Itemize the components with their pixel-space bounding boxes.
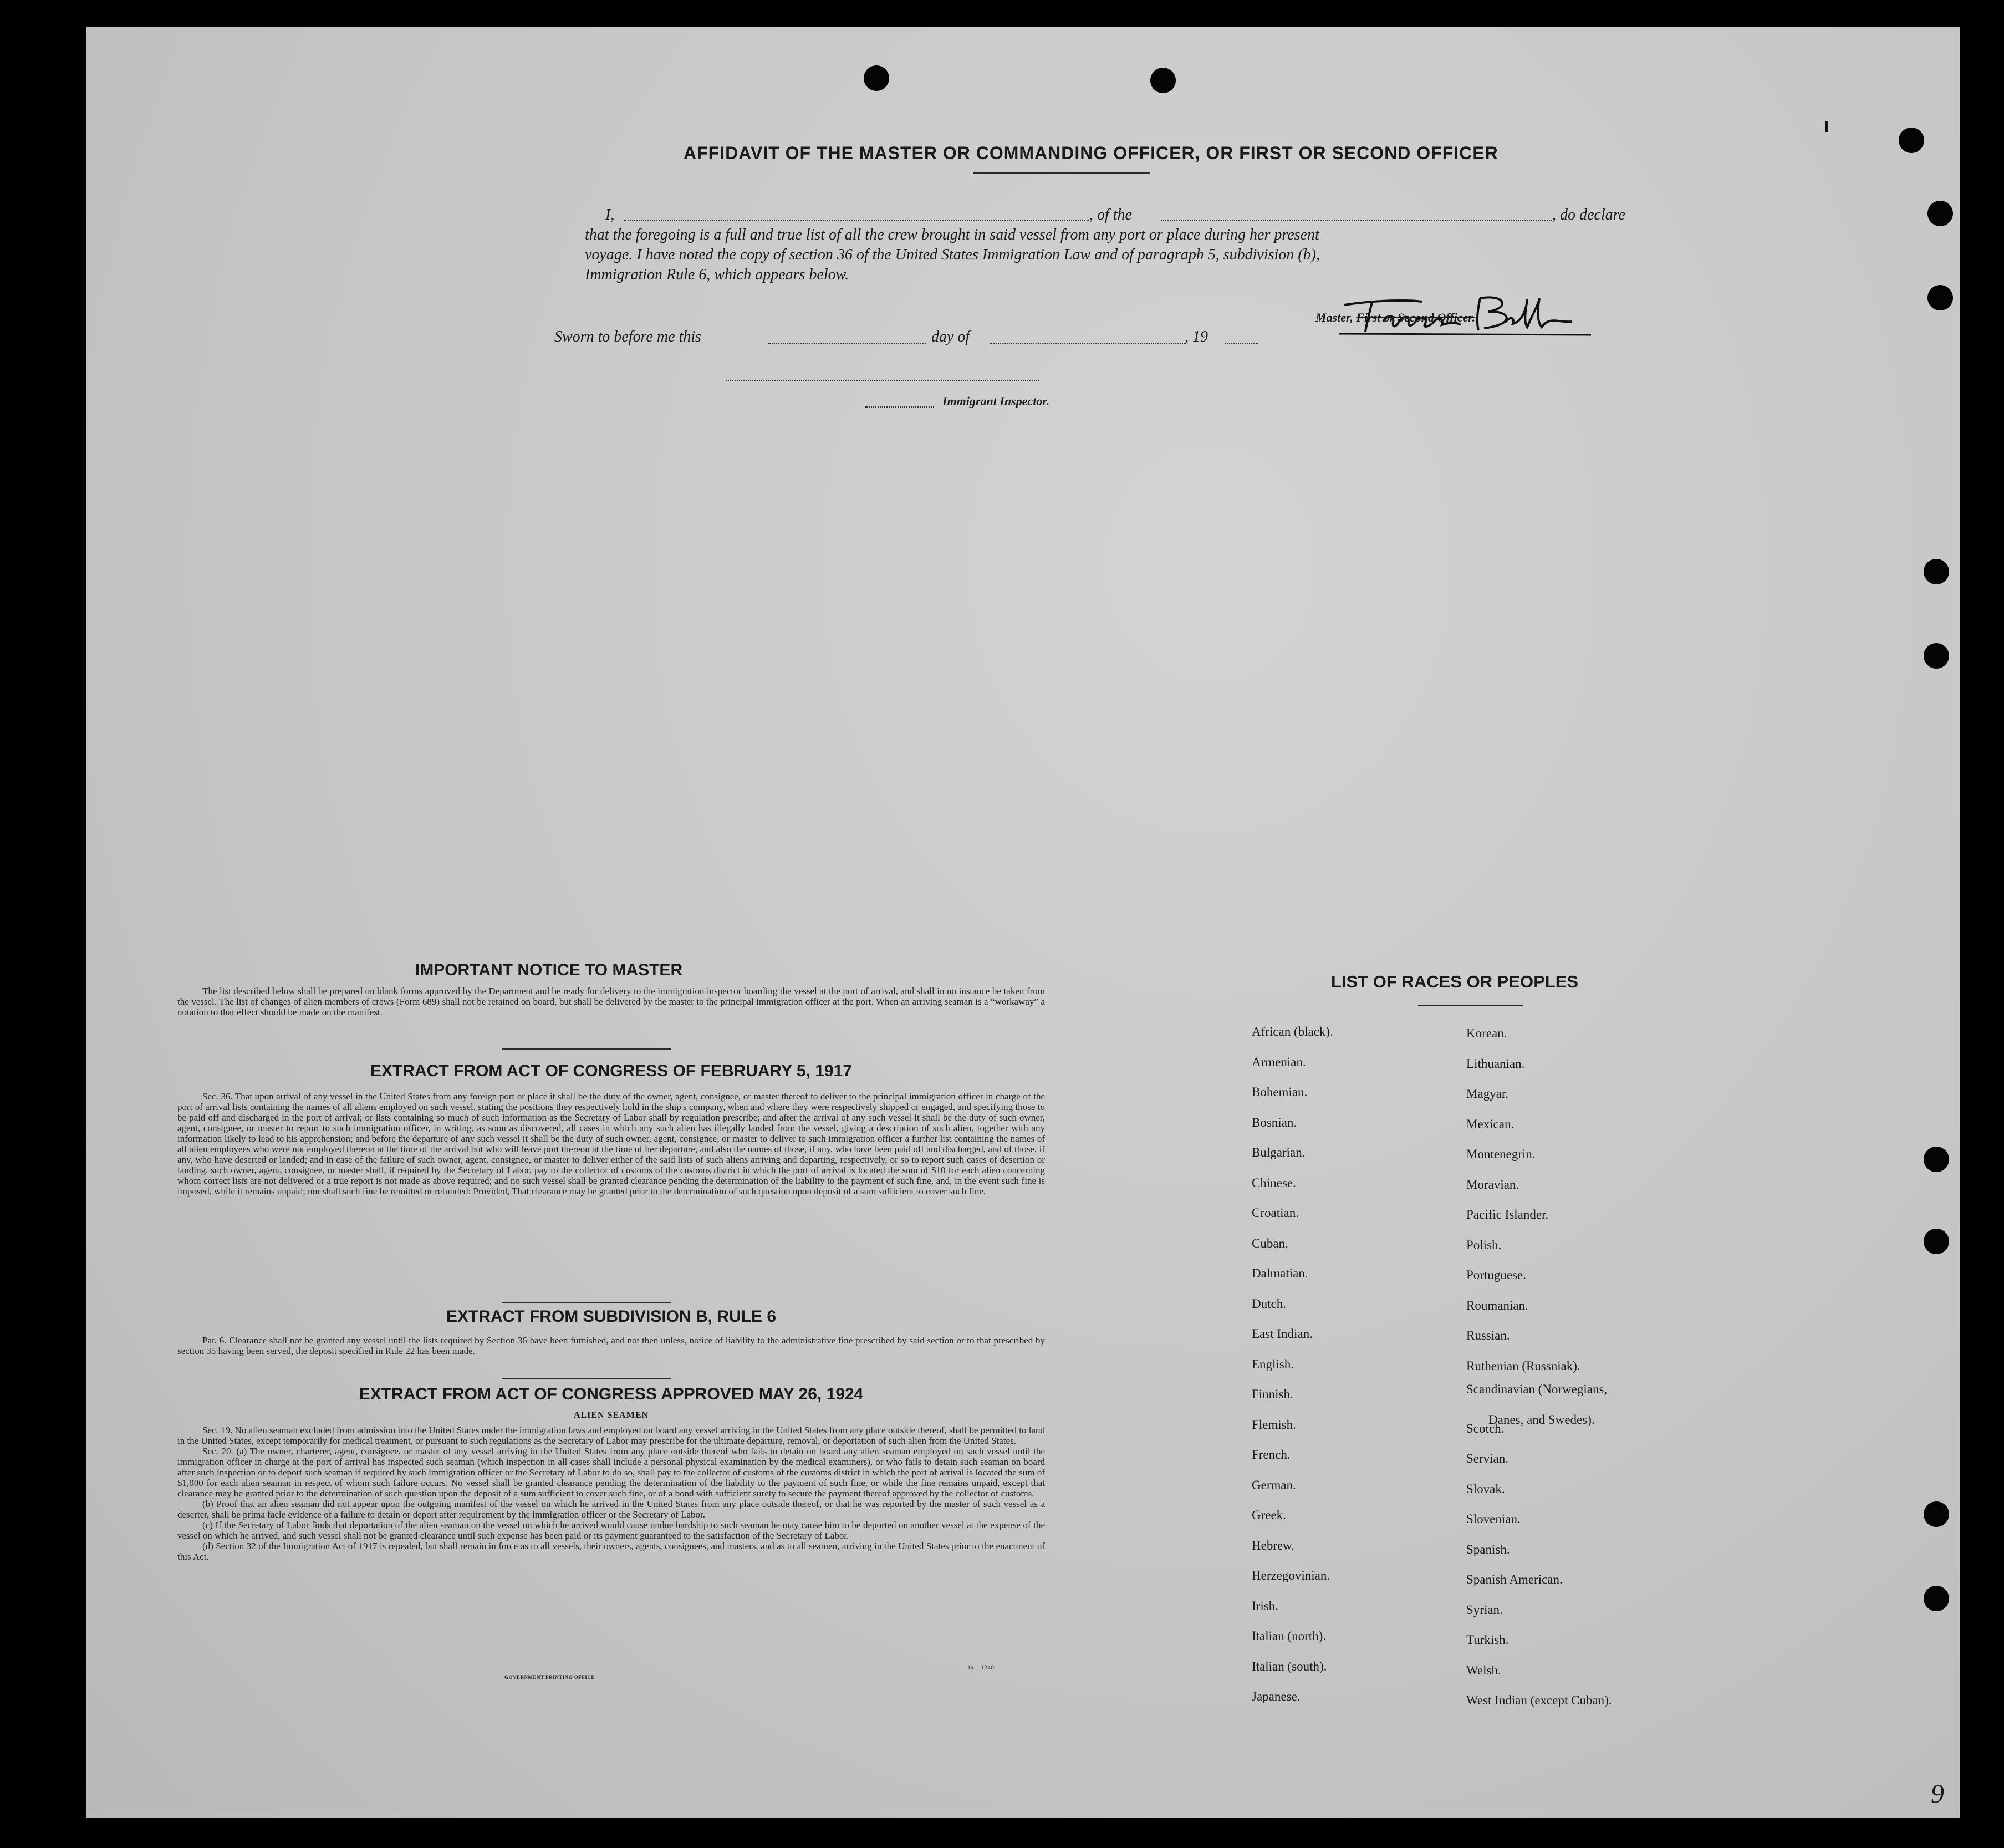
extract-1917-body: Sec. 36. That upon arrival of any vessel in the United States from any foreign port or place it shall be the duty of the owner, agent, consignee, or master thereof to deliver to the principal immigration officer in charge of the port of arrival lists containing the names of all aliens employed on such vessel, stating the positions they respectively hold in the ship's company, when and where they were respectively shipped or engaged, and specifying those to be paid off and discharged in the port of arrival; or lists containing so much of such information as the Secretary of Labor shall by regulation prescribe; and after the arrival of any such vessel it shall be the duty of such owner, agent, consignee, or master to report to such immigration officer, in writing, as soon as discovered, all cases in which any such alien has illegally landed from the vessel, giving a description of such alien, together with any information likely to lead to his apprehension; and before the departure of any such vessel it shall be the duty of such owner, agent, consignee, or master to deliver to such immigration officer a further list containing the names of all alien employees who were not employed thereon at the time of the arrival but who will leave port thereon at the time of her departure, and also the names of those, if any, who have been paid off and discharged, and of those, if any, who have deserted or landed; and in case of the failure of such owner, agent, consignee, or master to deliver either of the said lists of such aliens arriving and departing, respectively, or so to report such cases of desertion or landing, such owner, agent, consignee, or master shall, if required by the Secretary of Labor, pay to the collector of customs of the customs district in which the port of arrival is located the sum of $10 for each alien concerning whom correct lists are not delivered or a true report is not made as above required; and no such vessel shall be granted clearance pending the determination of the liability to the payment of such fine, and, in the event such fine is imposed, while it remains unpaid; nor shall such fine be remitted or refunded: Provided, That clearance may be granted prior to the determination of such question upon deposit of a sum sufficient to cover such fine. <box>177 1091 1045 1197</box>
signature-caption <box>1315 310 1475 325</box>
form-number: 14—1240 <box>967 1663 994 1671</box>
rule6-title: EXTRACT FROM SUBDIVISION B, RULE 6 <box>446 1307 777 1326</box>
race-item: Scotch. <box>1466 1421 1505 1435</box>
punch-hole <box>1899 128 1924 153</box>
extract-1924-title: EXTRACT FROM ACT OF CONGRESS APPROVED MAY 26, 1924 <box>359 1385 864 1403</box>
sworn-year: , 19 <box>1185 328 1208 345</box>
punch-hole <box>1924 1501 1949 1527</box>
divider <box>502 1378 671 1379</box>
decl-i: I, <box>605 206 615 223</box>
alien-seamen-subtitle: ALIEN SEAMEN <box>573 1411 649 1420</box>
decl-line2: that the foregoing is a full and true list of all the crew brought in said vessel from any port or place during her present <box>585 226 1319 243</box>
sec19-paragraph: Sec. 19. No alien seaman excluded from admission into the United States under the immigration laws and employed on board any vessel arriving in the United States from any place outside thereof, shall be permitted to land in the United States, except temporarily for medical treatment, or pursuant to such regulations as the Secretary of Labor may prescribe for the ultimate departure, removal, or deportation of such alien from the United States. <box>177 1425 1045 1446</box>
vessel-blank <box>1161 220 1552 221</box>
race-item: Pacific Islander. <box>1466 1208 1549 1221</box>
race-item: Croatian. <box>1252 1206 1299 1220</box>
punch-hole <box>1924 1586 1949 1611</box>
race-item: Irish. <box>1252 1598 1278 1613</box>
race-item: Dalmatian. <box>1252 1266 1308 1280</box>
race-item-scandinavian <box>1466 1381 1612 1427</box>
declaration-text <box>585 205 1646 285</box>
sworn-year-blank <box>1225 343 1258 344</box>
punch-hole <box>1150 68 1176 93</box>
race-item: Spanish American. <box>1466 1572 1563 1586</box>
extract-1924-body <box>177 1425 1045 1562</box>
race-item: Bulgarian. <box>1252 1146 1306 1159</box>
race-item: Spanish. <box>1466 1542 1510 1556</box>
race-item: Slovak. <box>1466 1482 1505 1496</box>
notice-title: IMPORTANT NOTICE TO MASTER <box>415 961 683 979</box>
sec20b-paragraph: (b) Proof that an alien seaman did not appear upon the outgoing manifest of the vessel on which he arrived in the United States from any place outside thereof, or that he was reported by the master of such vessel as a deserter, shall be prima facie evidence of a failure to detain or deport after requirement by the immigration officer or the Secretary of Labor. <box>177 1499 1045 1520</box>
tick-mark <box>1825 121 1828 132</box>
races-right-column <box>1466 1018 1612 1715</box>
decl-of-the: , of the <box>1089 206 1132 223</box>
race-item: Slovenian. <box>1466 1512 1521 1526</box>
race-item: Scandinavian (Norwegians, <box>1466 1382 1608 1396</box>
race-item: Magyar. <box>1466 1087 1509 1101</box>
sworn-start: Sworn to before me this <box>554 328 701 345</box>
sworn-month-blank <box>990 343 1185 344</box>
page-mark: 9 <box>1931 1779 1944 1809</box>
race-item: West Indian (except Cuban). <box>1466 1693 1612 1707</box>
divider <box>502 1048 671 1050</box>
race-item-continuation: Danes, and Swedes). <box>1488 1412 1595 1427</box>
race-item: Cuban. <box>1252 1236 1288 1250</box>
punch-hole <box>1924 1229 1949 1254</box>
printer-mark: GOVERNMENT PRINTING OFFICE <box>504 1674 595 1680</box>
race-item: African (black). <box>1252 1025 1333 1038</box>
race-item: Servian. <box>1466 1452 1509 1465</box>
race-item: Dutch. <box>1252 1296 1286 1311</box>
decl-line3: voyage. I have noted the copy of section 36 of the United States Immigration Law and of paragraph 5, subdivision (b), <box>585 246 1320 263</box>
sec20d-paragraph: (d) Section 32 of the Immigration Act of 1917 is repealed, but shall remain in force as to all vessels, their owners, agents, consignees, and masters, and as to all seamen, arriving in the United States prior to the enactment of this Act. <box>177 1541 1045 1562</box>
race-item: Italian (south). <box>1252 1659 1327 1673</box>
caption-master: Master, <box>1315 310 1353 324</box>
inspector-dots <box>865 406 934 408</box>
race-item: Greek. <box>1252 1508 1286 1522</box>
divider <box>502 1302 671 1303</box>
notice-body: The list described below shall be prepared on blank forms approved by the Department and be ready for delivery to the immigration inspector boarding the vessel at the port of arrival, and shall in no instance be taken from the vessel. The list of changes of alien members of crews (Form 689) shall not be retained on board, but shall be delivered by the master to the principal immigration officer at the port. When an arriving seaman is a “workaway” a notation to that effect should be made on the manifest. <box>177 986 1045 1017</box>
sec20a-paragraph: Sec. 20. (a) The owner, charterer, agent, consignee, or master of any vessel arriving in the United States from any place outside thereof who fails to detain on board any alien seaman employed on such vessel until the immigration officer in charge at the port of arrival has inspected such seaman (which inspection in all cases shall include a personal physical examination by the medical examiners), or who fails to detain such seaman on board after such inspection or to deport such seaman if required by such immigration officer or the Secretary of Labor to do so, shall pay to the collector of customs of the customs district in which the port of arrival is located the sum of $1,000 for each alien seaman in respect of whom such failure occurs. No vessel shall be granted clearance pending the determination of the liability to the payment of such fine, or while the fine remains unpaid, except that clearance may be granted prior to the determination of such question upon the deposit of a sum sufficient to cover such fine, or of a bond with sufficient surety to secure the payment thereof approved by the collector of customs. <box>177 1446 1045 1499</box>
decl-line4: Immigration Rule 6, which appears below. <box>585 266 849 283</box>
race-item: Hebrew. <box>1252 1538 1295 1552</box>
race-item: Moravian. <box>1466 1177 1519 1192</box>
name-blank <box>624 220 1089 221</box>
punch-hole <box>1927 285 1953 310</box>
races-title: LIST OF RACES OR PEOPLES <box>1331 972 1579 991</box>
race-item: Herzegovinian. <box>1252 1569 1330 1582</box>
race-item: English. <box>1252 1357 1294 1371</box>
races-left-column <box>1252 1016 1333 1712</box>
inspector-label: Immigrant Inspector. <box>942 394 1050 408</box>
races-underline <box>1418 1005 1523 1006</box>
race-item: Chinese. <box>1252 1175 1296 1190</box>
rule6-body: Par. 6. Clearance shall not be granted any vessel until the lists required by Section 36 have been furnished, and not then unless, notice of liability to the administrative fine prescribed by said section or to that prescribed by section 35 having been served, the deposit specified in Rule 22 has been made. <box>177 1335 1045 1356</box>
race-item: Ruthenian (Russniak). <box>1466 1358 1580 1373</box>
race-item: French. <box>1252 1448 1291 1462</box>
caption-struck: First or Second Officer. <box>1356 310 1476 324</box>
race-item: Japanese. <box>1252 1689 1301 1703</box>
race-item: Bohemian. <box>1252 1085 1308 1099</box>
punch-hole <box>864 65 889 91</box>
sworn-mid: day of <box>931 328 970 345</box>
race-item: Welsh. <box>1466 1663 1501 1677</box>
race-item: Korean. <box>1466 1026 1507 1040</box>
race-item: East Indian. <box>1252 1327 1313 1341</box>
punch-hole <box>1924 559 1949 584</box>
document-sheet <box>86 27 1960 1818</box>
race-item: Polish. <box>1466 1238 1502 1252</box>
sworn-day-blank <box>768 343 926 344</box>
race-item: Flemish. <box>1252 1417 1296 1432</box>
race-item: Mexican. <box>1466 1117 1515 1131</box>
race-item: Roumanian. <box>1466 1298 1528 1312</box>
sworn-line <box>554 328 701 346</box>
race-item: Portuguese. <box>1466 1268 1526 1282</box>
title-underline <box>973 172 1150 174</box>
race-item: Bosnian. <box>1252 1115 1297 1129</box>
inspector-signature-blank <box>726 380 1039 381</box>
race-item: Armenian. <box>1252 1055 1306 1069</box>
punch-hole <box>1924 1147 1949 1172</box>
sec20c-paragraph: (c) If the Secretary of Labor finds that deportation of the alien seaman on the vessel on which he arrived would cause undue hardship to such seaman he may cause him to be deported on another vessel at the expense of the vessel on which he arrived, and such vessel shall not be granted clearance until such expense has been paid or its payment guaranteed to the satisfaction of the Secretary of Labor. <box>177 1520 1045 1541</box>
punch-hole <box>1927 201 1953 226</box>
affidavit-title: AFFIDAVIT OF THE MASTER OR COMMANDING OFFICER, OR FIRST OR SECOND OFFICER <box>684 143 1498 163</box>
race-item: Russian. <box>1466 1328 1510 1342</box>
race-item: Italian (north). <box>1252 1629 1327 1643</box>
race-item: Turkish. <box>1466 1633 1509 1647</box>
race-item: Syrian. <box>1466 1602 1503 1617</box>
decl-do-declare: , do declare <box>1552 206 1625 223</box>
punch-hole <box>1924 643 1949 669</box>
race-item: Finnish. <box>1252 1387 1293 1401</box>
race-item: German. <box>1252 1478 1296 1492</box>
race-item: Lithuanian. <box>1466 1056 1525 1071</box>
race-item: Montenegrin. <box>1466 1147 1536 1161</box>
extract-1917-title: EXTRACT FROM ACT OF CONGRESS OF FEBRUARY 5, 1917 <box>370 1062 852 1080</box>
